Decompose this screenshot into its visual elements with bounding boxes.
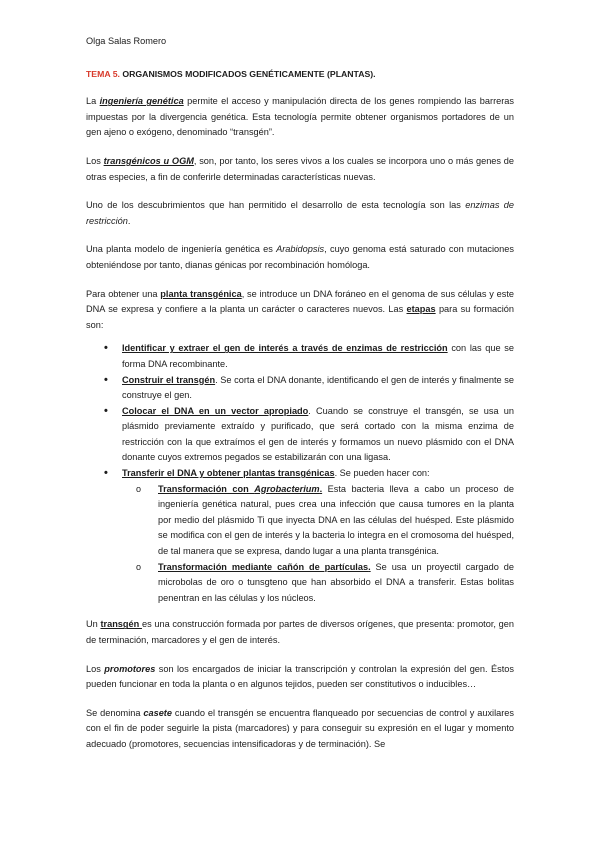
steps-list <box>86 341 514 606</box>
topic-number: TEMA 5. <box>86 68 120 79</box>
term-transgenicos: transgénicos u OGM <box>103 155 194 166</box>
text: Transformación mediante cañón de partículas <box>158 561 369 572</box>
text: permite el acceso y manipulación directa de los genes rompiendo las barreras impuestas por la divergencia genética. Esta tecnología permite obtener organismos portadores de un gen ajeno o exógeno, denominado “transgén”. <box>86 96 515 138</box>
step-label: Identificar y extraer el gen de interés a través de enzimas de restricción <box>122 343 448 354</box>
text: , son, por tanto, los seres vivos a los cuales se incorpora uno o más genes de otras especies, a fin de conferirle determinadas características nuevas. <box>86 155 514 182</box>
substep-text: Esta bacteria lleva a cabo un proceso de ingeniería genética natural, pues crea una infección que causa tumores en la planta por medio del plásmido Ti que inyecta DNA en las células del huésped. Este plásmido se modifica con el gen de interés y la bacteria lo integra en el cromosoma del huésped, de tal manera que se expresa, dando lugar a una planta transgénica. <box>158 483 514 557</box>
list-item <box>158 560 514 607</box>
text: . <box>368 561 371 572</box>
text: Un <box>86 619 101 630</box>
paragraph-transgenicos <box>86 154 514 185</box>
substep-label <box>158 562 371 572</box>
term-promotores: promotores <box>104 663 156 674</box>
paragraph-transgen <box>86 617 514 648</box>
text: Transformación con <box>158 483 255 494</box>
term-etapas: etapas <box>406 304 436 315</box>
text: Uno de los descubrimientos que han permitido el desarrollo de esta tecnología son las <box>86 200 466 211</box>
substep-label <box>158 484 322 494</box>
text: Para obtener una <box>86 288 161 299</box>
substeps-list <box>122 482 514 607</box>
text: Los <box>86 155 104 166</box>
step-text: . Se pueden hacer con: <box>334 468 430 479</box>
step-label: Colocar el DNA en un vector apropiado <box>122 405 309 416</box>
text: son los encargados de iniciar la transcripción y controlan la expresión del gen. Éstos pueden funcionar en toda la planta o en algunos tejidos, pueden ser constitutivos o inducibles… <box>86 663 514 690</box>
list-item <box>158 482 514 560</box>
step-label: Transferir el DNA y obtener plantas transgénicas <box>122 468 335 479</box>
list-item <box>122 404 514 466</box>
term-agrobacterium: Agrobacterium <box>254 483 320 494</box>
step-text: . Cuando se construye el transgén, se usa un plásmido previamente extraído y purificado, que será cortado con la misma enzima de restricción con la que extraímos el gen de interés y formamos un nuevo plásmido con el DNA donante cuyos extremos pegados se estabilizarán con una ligasa. <box>122 405 514 463</box>
page-title <box>86 67 514 83</box>
text: es una construcción formada por partes de diversos orígenes, que presenta: promotor, gen de terminación, marcadores y el gen de interés. <box>86 619 514 645</box>
term-enzimas-restriccion: enzimas de restricción <box>86 200 514 226</box>
step-label: Construir el transgén <box>122 374 216 385</box>
text: . <box>127 215 131 226</box>
text: , se introduce un DNA foráneo en el genoma de sus células y este DNA se expresa y confiere a la planta un carácter o caracteres nuevos. Las <box>86 288 514 315</box>
paragraph-casete <box>86 706 514 753</box>
text: cuando el transgén se encuentra flanqueado por secuencias de control y auxilares con el fin de poder seguirle la pista (marcadores) y para conseguir su expresión en el lugar y momento adecuado (promotores, secuencias intensificadoras y de terminación). Se <box>86 707 514 749</box>
text: . <box>319 483 323 494</box>
paragraph-arabidopsis <box>86 242 514 273</box>
term-ingenieria-genetica: ingeniería genética <box>99 96 184 107</box>
step-text: con las que se forma DNA recombinante. <box>122 343 514 369</box>
term-arabidopsis: Arabidopsis <box>276 244 325 255</box>
paragraph-enzimas <box>86 198 514 229</box>
paragraph-promotores <box>86 662 514 693</box>
term-planta-transgenica: planta transgénica <box>160 288 242 299</box>
text: Los <box>86 663 105 674</box>
list-item <box>122 466 514 606</box>
text: La <box>86 96 100 107</box>
step-text: . Se corta el DNA donante, identificando el gen de interés y finalmente se construye el gen. <box>122 374 514 401</box>
term-casete: casete <box>143 707 172 718</box>
text: para su formación son: <box>86 304 514 330</box>
term-transgen: transgén <box>100 619 142 630</box>
topic-title: ORGANISMOS MODIFICADOS GENÉTICAMENTE (PLANTAS). <box>122 68 376 79</box>
text: Una planta modelo de ingeniería genética es <box>86 244 277 255</box>
list-item <box>122 373 514 404</box>
list-item <box>122 341 514 372</box>
text: Se denomina <box>86 707 144 718</box>
text: , cuyo genoma está saturado con mutaciones obteniéndose por tanto, dianas génicas por recombinación homóloga. <box>86 244 514 270</box>
substep-text: Se usa un proyectil cargado de microbolas de oro o tunsgteno que han absorbido el DNA a transferir. Estas bolitas penentran en las células y los núcleos. <box>158 561 514 603</box>
paragraph-ingenieria <box>86 94 514 141</box>
paragraph-planta-transgenica <box>86 287 514 334</box>
author-name: Olga Salas Romero <box>86 36 167 46</box>
